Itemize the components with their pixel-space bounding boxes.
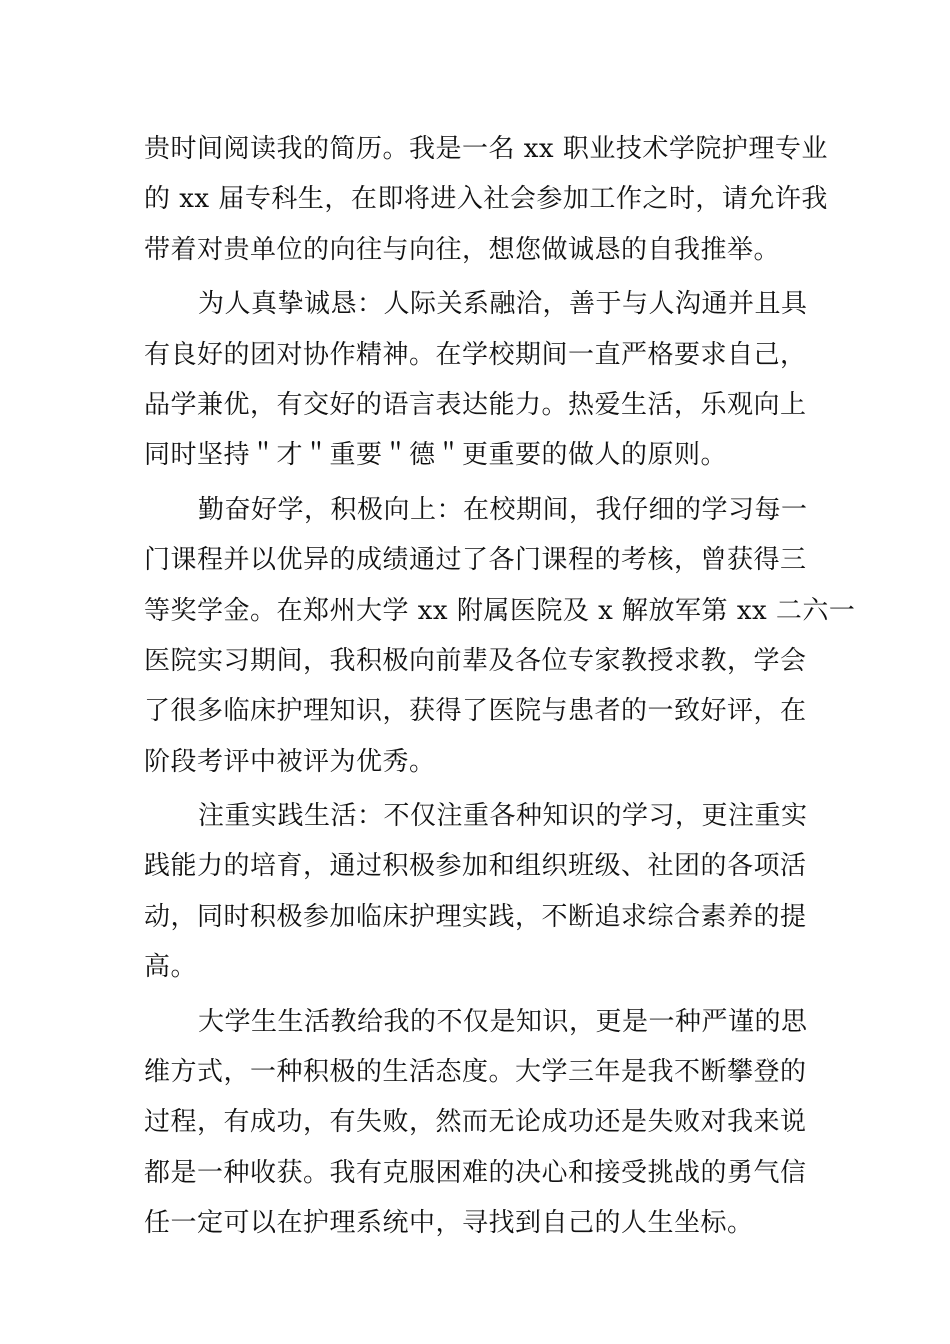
text-line: 的 xx 届专科生，在即将进入社会参加工作之时，请允许我 (144, 184, 828, 215)
text-line: 有良好的团对协作精神。在学校期间一直严格要求自己， (144, 339, 807, 370)
paragraph-practice (144, 791, 808, 993)
text-line: 高。 (144, 952, 198, 983)
text-line: 维方式，一种积极的生活态度。大学三年是我不断攀登的 (144, 1057, 807, 1088)
text-line: 等奖学金。在郑州大学 xx 附属医院及 x 解放军第 xx 二六一 (144, 595, 856, 626)
text-line: 过程，有成功，有失败，然而无论成功还是失败对我来说 (144, 1107, 807, 1138)
paragraph-personality (144, 279, 808, 481)
document-body (144, 124, 856, 1253)
text-line: 贵时间阅读我的简历。我是一名 xx 职业技术学院护理专业 (144, 134, 828, 164)
text-line: 动，同时积极参加临床护理实践，不断追求综合素养的提 (144, 901, 807, 932)
text-line: 同时坚持＂才＂重要＂德＂更重要的做人的原则。 (144, 440, 728, 471)
text-line: 了很多临床护理知识，获得了医院与患者的一致好评，在 (144, 696, 807, 727)
text-line: 都是一种收获。我有克服困难的决心和接受挑战的勇气信 (144, 1157, 807, 1188)
paragraph-study (144, 485, 856, 787)
text-line: 大学生生活教给我的不仅是知识，更是一种严谨的思 (198, 1006, 808, 1037)
text-line: 注重实践生活：不仅注重各种知识的学习，更注重实 (198, 801, 808, 832)
text-line: 践能力的培育，通过积极参加和组织班级、社团的各项活 (144, 851, 807, 882)
paragraph-conclusion (144, 997, 808, 1249)
text-line: 带着对贵单位的向往与向往，想您做诚恳的自我推举。 (144, 234, 781, 265)
text-line: 任一定可以在护理系统中，寻找到自己的人生坐标。 (144, 1208, 754, 1239)
paragraph-introduction (144, 124, 828, 275)
text-line: 医院实习期间，我积极向前辈及各位专家教授求教，学会 (144, 645, 807, 676)
text-line: 勤奋好学，积极向上：在校期间，我仔细的学习每一 (198, 494, 808, 525)
text-line: 为人真挚诚恳：人际关系融洽，善于与人沟通并且具 (198, 289, 808, 320)
text-line: 门课程并以优异的成绩通过了各门课程的考核，曾获得三 (144, 545, 807, 576)
text-line: 阶段考评中被评为优秀。 (144, 746, 436, 777)
text-line: 品学兼优，有交好的语言表达能力。热爱生活，乐观向上 (144, 389, 807, 420)
